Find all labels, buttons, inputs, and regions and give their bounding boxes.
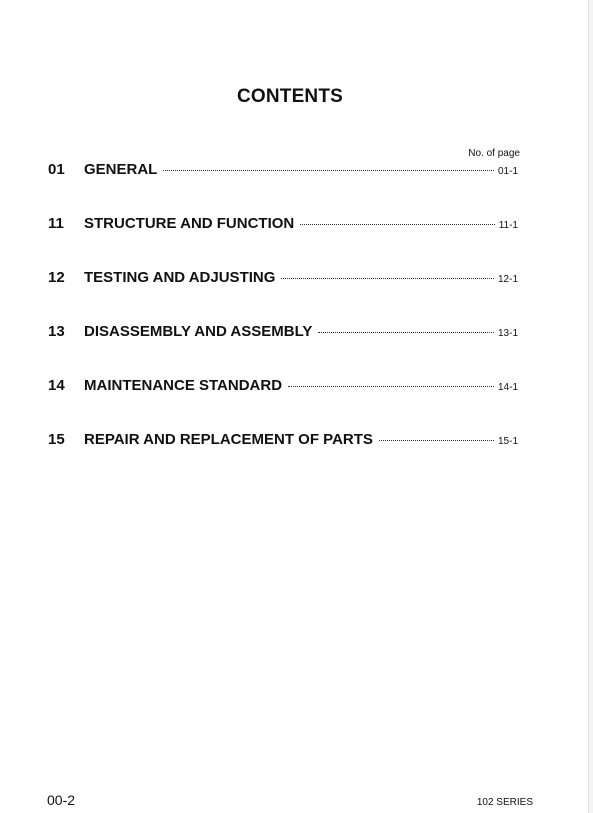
section-number: 13 [48,323,65,340]
toc-entry-testing-and-adjusting[interactable] [48,269,518,323]
dot-leader [318,332,494,333]
dot-leader [281,278,494,279]
dot-leader [288,386,494,387]
section-page: 13-1 [497,328,518,339]
section-number: 11 [48,215,64,232]
page-column-header: No. of page [468,148,520,159]
section-title: STRUCTURE AND FUNCTION [84,215,295,232]
toc-entry-repair-and-replacement[interactable] [48,431,518,485]
section-title: TESTING AND ADJUSTING [84,269,276,286]
section-title: REPAIR AND REPLACEMENT OF PARTS [84,431,373,448]
toc-entry-maintenance-standard[interactable] [48,377,518,431]
section-number: 15 [48,431,65,448]
section-page: 15-1 [497,436,518,447]
footer-series: 102 SERIES [476,797,533,808]
section-title: DISASSEMBLY AND ASSEMBLY [84,323,313,340]
section-number: 14 [48,377,65,394]
section-number: 01 [48,161,65,178]
page-title: CONTENTS [236,86,344,107]
footer-page-number: 00-2 [47,792,76,808]
dot-leader [300,224,494,225]
toc-entry-disassembly-and-assembly[interactable] [48,323,518,377]
page-edge [588,0,593,813]
toc-entry-general[interactable] [48,161,518,215]
section-number: 12 [48,269,65,286]
table-of-contents [48,161,518,485]
section-page: 11-1 [498,220,518,231]
section-page: 12-1 [497,274,518,285]
section-title: MAINTENANCE STANDARD [84,377,283,394]
dot-leader [379,440,494,441]
toc-entry-structure-and-function[interactable] [48,215,518,269]
dot-leader [163,170,494,171]
section-page: 14-1 [497,382,518,393]
section-page: 01-1 [497,166,518,177]
section-title: GENERAL [84,161,158,178]
